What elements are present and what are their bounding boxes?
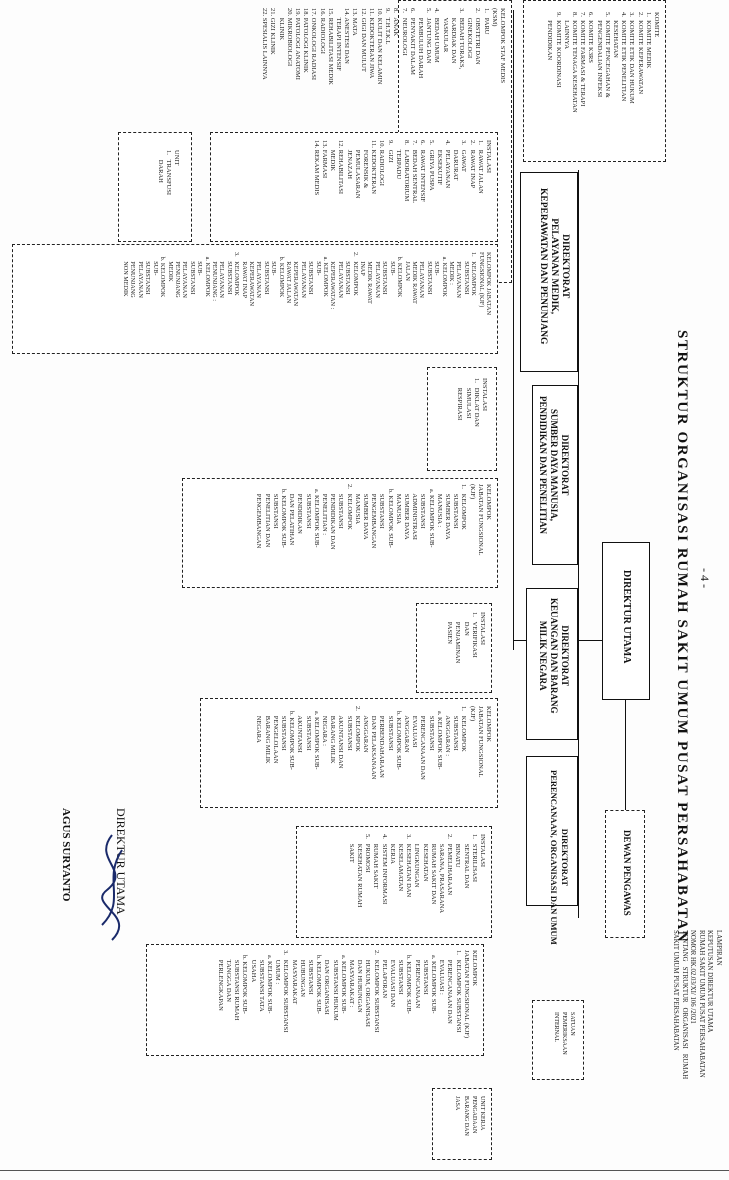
dir3-jabatan-text: KELOMPOK JABATAN FUNGSIONAL (KJF) 1. KELOMPOK SUBSTANSI ANGGARAN : a. KELOMPOK SUB- SUBSTANSI PERENCANAAN DAN EVALUASI ANGGARAN b. KELOMPOK SUB- SUBSTANSI PERBENDAHARAAN DAN PELAKSANAAN ANGGARAN 2. KELOMPOK SUBSTANSI AKUNTANSI DAN BARANG MILIK NEGARA : a. KELOMPOK SUB- SUBSTANSI AKUNTANSI b. KELOMPOK SUB- SUBSTANSI PENGELOLAAN BARANG MILIK NEGARA [255,706,492,780]
signature-name: AGUS SURYANTO [60,808,72,902]
dir1-unit-text: UNIT 1. TRANSFUSI DARAH [156,150,180,196]
connector-dir-spine [578,170,579,918]
dir4-jabatan-text: KELOMPOK JABATAN FUNGSIONAL (KJF) 1. KELOMPOK SUBSTANSI PERENCANAAN DAN EVALUASI : a. KELOMPOK SUB- SUBSTANSI PERENCANAAN b. KELOMPOK SUB- SUBSTANSI EVALUASI DAN PELAPORAN 2. KELOMPOK SUBSTANSI HUKUM, ORGANISASI DAN HUBUNGAN MASYARAKAT : a. KELOMPOK SUB- SUBSTANSI HUKUM DAN ORGANISASI b. KELOMPOK SUB- SUBSTANSI HUBUNGAN MASYARAKAT 3. KELOMPOK SUBSTANSI UMUM : a. KELOMPOK SUB- SUBSTANSI TATA USAHA b. KELOMPOK SUB- SUBSTANSI RUMAH TANGGA DAN PERLENGKAPAN [216,950,478,1039]
dewan-pengawas-label: DEWAN PENGAWAS [622,830,632,916]
dir-keuangan-label: DIREKTORAT KEUANGAN DAN BARANG MILIK NEGARA [538,598,570,714]
page-title: STRUKTUR ORGANISASI RUMAH SAKIT UMUM PUSAT PERSAHABATAN [674,330,690,944]
page-bottom-rule [0,1170,729,1171]
dir4-instalasi-text: INSTALASI 1. STERILISASI SENTRAL DAN BINATU 2. PEMELIHARAAN SARANA, PRASARANA RUMAH SAKIT DAN KESEHATAN LINGKUNGAN 3. KESEHATAN DAN KESELAMATAN KERJA 4. SISTEM INFORMASI RUMAH SAKIT 5. PROMOSI KESEHATAN RUMAH SAKIT [347,834,486,914]
ukpbj-text: UNIT KERJA PENGADAAN BARANG DAN JASA [454,1096,485,1136]
signature-title: DIREKTUR UTAMA [114,808,128,915]
ksm-text: KELOMPOK STAF MEDIS (KSM) 1. PARU 2. OBSTETRI DAN GINEKOLOGI 3. BEDAH TORAKS, KARDIAK DAN VASKULAR 4. BEDAH UMUM 5. JANTUNG DAN PEMBULUH DARAH 6. PENYAKIT DALAM 7. NEUROLOGI 8. ANAK 9. T.H.T.K.L 10. KULIT DAN KELAMIN 11. KEDOKTERAN JIWA 12. GIGI DAN MULUT 13. MATA 14. ANESTESI DAN TERAPI INTENSIF 15. REHABILITASI MEDIK 16. RADIOLOGI 17. ONKOLOGI RADIASI 18. PATOLOGI KLINIK 19. PATOLOGI ANATOMI 20. MIKROBIOLOGI KLINIK 21. GIZI KLINIK 22. SPESIALIS LAINNYA [261,8,506,85]
dir1-instalasi-text: INSTALASI 1. RAWAT JALAN 2. RAWAT INAP 3. GAWAT DARURAT 4. PELAYANAN EKSEKUTIF 5. GRIYA PUSPA 6. RAWAT INTENSIF 7. BEDAH SENTRAL 8. LABORATORIUM TERPADU 9. GIZI 10. RADIOLOGI 11. KEDOKTERAN FORENSIK & PEMULASARAN JENAZAH 12. REHABILITASI MEDIK 13. FARMASI 14. REKAM MEDIS [312,140,492,204]
connector-main [513,10,514,650]
dir2-jabatan-text: KELOMPOK JABATAN FUNGSIONAL (KJF) 1. KELOMPOK SUBSTANSI SUMBER DAYA MANUSIA : a. KELOMPOK SUB- SUBSTANSI ADMINISTRASI SUMBER DAYA MANUSIA b. KELOMPOK SUB- SUBSTANSI PENGEMBANGAN SUMBER DAYA MANUSIA 2. KELOMPOK SUBSTANSI PENDIDIKAN DAN PENELITIAN : a. KELOMPOK SUB- SUBSTANSI PENDIDIKAN DAN PELATIHAN b. KELOMPOK SUB- SUBSTANSI PENELITIAN DAN PENGEMBANGAN [255,484,492,556]
dir-pelayanan-medik-label: DIREKTORAT PELAYANAN MEDIK, KEPERAWATAN DAN PENUNJANG [538,188,570,345]
dir1-jabatan-text: KELOMPOK JABATAN FUNGSIONAL (KJF) 1. KELOMPOK SUBSTANSI PELAYANAN MEDIK : a. KELOMPOK SUB- SUBSTANSI PELAYANAN MEDIK RAWAT JALAN b. KELOMPOK SUB- SUBSTANSI PELAYANAN MEDIK RAWAT INAP 2. KELOMPOK SUBSTANSI PELAYANAN KEPERAWATAN : a. KELOMPOK SUB- SUBSTANSI PELAYANAN KEPERAWATAN RAWAT JALAN b. KELOMPOK SUB- SUBSTANSI PELAYANAN KEPERAWATAN RAWAT INAP 3. KELOMPOK SUBSTANSI PELAYANAN PENUNJANG : a. KELOMPOK SUB- SUBSTANSI PELAYANAN PENUNJANG MEDIK b. KELOMPOK SUB- SUBSTANSI PELAYANAN PENUNJANG NON MEDIK [122,252,492,315]
dir2-instalasi-text: INSTALASI 1. DIKLAT DAN SIMULASI RESPIRASI [456,378,488,427]
lampiran-text: LAMPIRAN KEPUTUSAN DIREKTUR UTAMA RUMAH SAKIT UMUM PUSAT PERSAHABATAN NOMOR HK.02.03/XI/ 106 /2021 TENTANG STRUKTUR ORGANISASI RUMAH SAKIT UMUM PUSAT PERSAHABATAN [672,930,722,1080]
spi-text: SATUAN PEMERIKSAAN INTERNAL [552,1012,575,1055]
page-number: - 4 - [698,568,712,588]
dir3-instalasi-text: INSTALASI 1. VERIFIKASI DAN PENJAMINAN PASIEN [446,612,486,664]
dir-perencanaan-label: DIREKTORAT PERENCANAAN, ORGANISASI DAN UMUM [549,770,570,945]
connector-du-right [625,700,626,818]
signature-scribble [82,830,142,950]
dir-sdm-label: DIREKTORAT SUMBER DAYA MANUSIA, PENDIDIKAN DAN PENELITIAN [538,396,570,535]
direktur-utama-label: DIREKTUR UTAMA [621,570,632,664]
komite-text: KOMITE 1. KOMITE MEDIK 2. KOMITE KEPERAWATAN 3. KOMITE ETIK DAN HUKUM 4. KOMITE ETIK PENELITIAN KESEHATAN 5. KOMITE PENCEGAHAN & PENGENDALIAN INFEKSI 6. KOMITE K3RS 7. KOMITE FARMASI & TERAPI 8. KOMITE TENAGA KESEHATAN LAINNYA 9. KOMITE KOORDINASI PENDIDIKAN [546,12,660,113]
